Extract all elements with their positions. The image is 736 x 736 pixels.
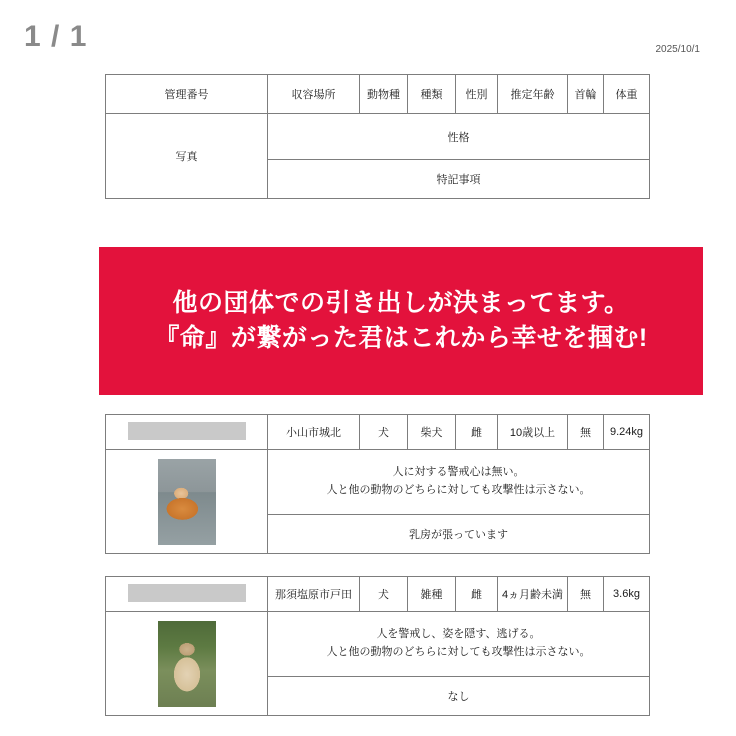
legend-header-row [106, 75, 650, 114]
header-shelter: 収容場所 [268, 75, 360, 114]
record-1-photo-cell [106, 450, 268, 554]
legend-table [105, 74, 650, 199]
document-date: 2025/10/1 [655, 44, 700, 55]
label-notes: 特記事項 [268, 160, 650, 199]
record-2-weight: 3.6kg [604, 577, 650, 612]
record-1-header-row [106, 415, 650, 450]
record-2-shelter: 那須塩原市戸田 [268, 577, 360, 612]
header-weight: 体重 [604, 75, 650, 114]
record-2-breed: 雑種 [408, 577, 456, 612]
record-1-personality [268, 450, 650, 515]
record-2-animal-type: 犬 [360, 577, 408, 612]
record-1-animal-type: 犬 [360, 415, 408, 450]
label-personality: 性格 [268, 114, 650, 160]
record-2-sex: 雌 [456, 577, 498, 612]
record-2-personality-row [106, 612, 650, 677]
record-1-personality-line-1: 人に対する警戒心は無い。 [392, 466, 525, 479]
record-1-collar: 無 [568, 415, 604, 450]
record-1-notes: 乳房が張っています [268, 515, 650, 554]
banner-line-2: 『命』が繋がった君はこれから幸せを掴む! [154, 324, 648, 352]
header-management-number: 管理番号 [106, 75, 268, 114]
page-number: 1 / 1 [24, 20, 88, 53]
record-2-header-row [106, 577, 650, 612]
record-1-breed: 柴犬 [408, 415, 456, 450]
record-2-collar: 無 [568, 577, 604, 612]
label-photo: 写真 [106, 114, 268, 199]
record-2-personality-line-1: 人を警戒し、姿を隠す、逃げる。 [376, 628, 541, 641]
record-2-estimated-age: 4ヵ月齢未満 [498, 577, 568, 612]
header-animal-type: 動物種 [360, 75, 408, 114]
banner-line-1: 他の団体での引き出しが決まってます。 [172, 288, 630, 317]
announcement-banner [99, 247, 703, 395]
record-2-personality-line-2: 人と他の動物のどちらに対しても攻撃性は示さない。 [326, 646, 591, 658]
record-1-management-number [106, 415, 268, 450]
record-2-personality [268, 612, 650, 677]
record-1-personality-row [106, 450, 650, 515]
record-2-photo-cell [106, 612, 268, 716]
record-table-1 [105, 414, 650, 554]
record-1-estimated-age: 10歳以上 [498, 415, 568, 450]
header-breed: 種類 [408, 75, 456, 114]
record-2-notes: なし [268, 677, 650, 716]
header-estimated-age: 推定年齢 [498, 75, 568, 114]
header-collar: 首輪 [568, 75, 604, 114]
redaction-bar [128, 584, 246, 602]
record-1-weight: 9.24kg [604, 415, 650, 450]
mixed-breed-puppy-photo [158, 621, 216, 707]
redaction-bar [128, 422, 246, 440]
record-1-shelter: 小山市城北 [268, 415, 360, 450]
record-1-sex: 雌 [456, 415, 498, 450]
record-2-management-number [106, 577, 268, 612]
record-table-2 [105, 576, 650, 716]
legend-personality-row [106, 114, 650, 160]
shiba-dog-photo [158, 459, 216, 545]
header-sex: 性別 [456, 75, 498, 114]
record-1-personality-line-2: 人と他の動物のどちらに対しても攻撃性は示さない。 [326, 484, 591, 496]
